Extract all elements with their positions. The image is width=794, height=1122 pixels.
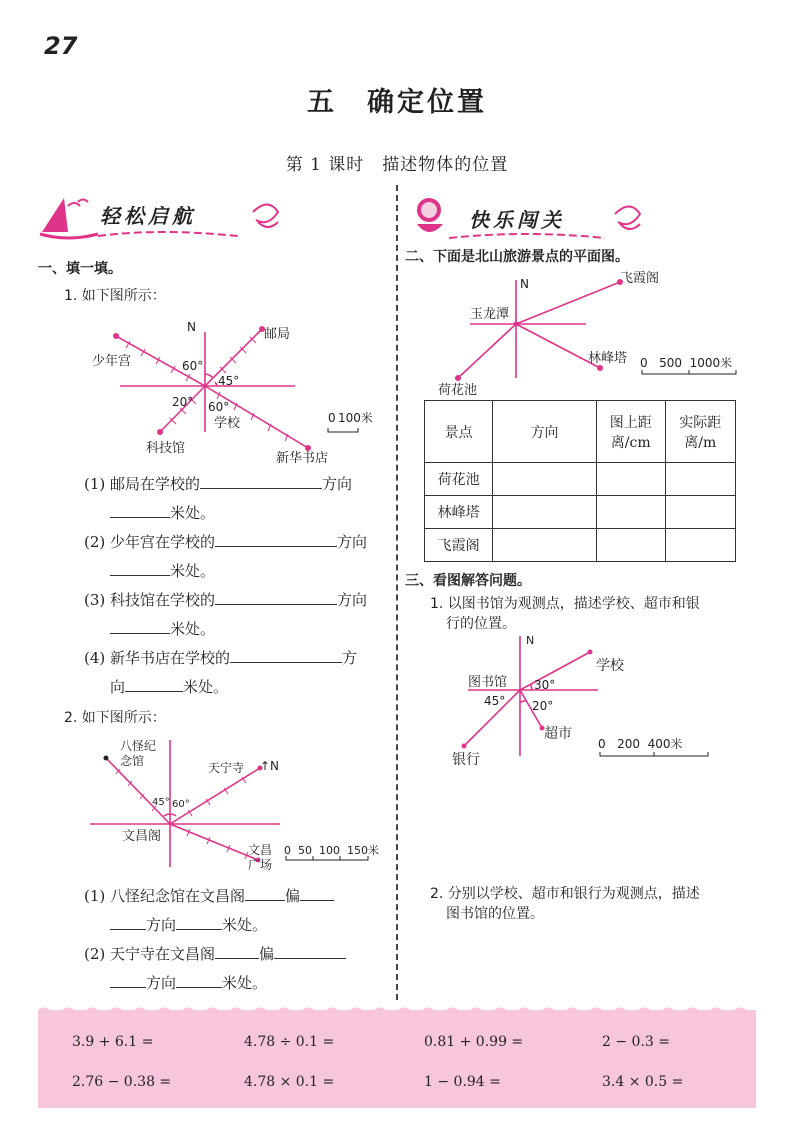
answer-cell[interactable] [493,529,597,562]
row-label: 荷花池 [425,463,493,496]
answer-blank[interactable] [125,677,183,692]
scale-label: 0 200 400米 [598,737,683,751]
north-label: N [526,634,535,647]
plaza-label-2: 广场 [248,858,273,872]
calc-item: 4.78 ÷ 0.1 = [244,1034,335,1050]
q1-item-4: (4) 新华书店在学校的 方 [84,649,358,667]
answer-blank[interactable] [110,973,146,988]
answer-blank[interactable] [110,915,146,930]
north-label: N [187,320,196,334]
figure-library-map [440,630,760,770]
books-label: 新华书店 [276,451,329,466]
header-direction: 方向 [493,401,597,463]
answer-blank[interactable] [200,474,322,489]
youth-point [113,333,119,339]
header-actual-distance: 实际距 离/m [665,401,735,463]
bank-label: 银行 [452,752,480,768]
museum-label-1: 八怪纪 [120,739,157,753]
lesson-title: 第 1 课时 描述物体的位置 [285,155,509,175]
figure-wenchang-map [90,732,390,872]
unit-title: 五 确定位置 [307,87,487,118]
yulong-point [514,322,519,327]
header-scenic: 景点 [425,401,493,463]
answer-blank[interactable] [215,590,337,605]
table-row [425,463,736,496]
north-label: ↑N [260,759,280,773]
q1-item-1-cont: 米处。 [110,503,215,523]
museum-label-2: 念馆 [120,754,145,768]
scale-bar [328,428,358,432]
calc-item: 1 − 0.94 = [424,1074,501,1090]
calc-item: 4.78 × 0.1 = [244,1074,335,1090]
figure-beishan-map [430,266,760,396]
angle-20-label: 20° [172,395,194,409]
hehua-point [455,375,461,381]
answer-cell[interactable] [493,496,597,529]
figure-school-map [80,312,390,472]
tech-label: 科技馆 [146,441,186,456]
calc-item: 3.9 + 6.1 = [72,1034,154,1050]
angle-60-label: 60° [182,359,204,373]
wavy-edge [38,1005,756,1015]
scale-zero: 0 [328,411,336,425]
ray-hehua [458,324,516,378]
q2-item-2: (2) 天宁寺在文昌阁 偏 [84,944,346,964]
answer-cell[interactable] [493,463,597,496]
school-label: 学校 [214,416,241,431]
q2-item-1: (1) 八怪纪念馆在文昌阁 偏 [84,886,334,906]
feixia-label: 飞霞阁 [620,271,660,286]
banner-right-title: 快乐闯关 [469,208,565,232]
section-3-heading: 三、看图解答问题。 [405,573,531,589]
r-q1-text-1: 1. 以图书馆为观测点，描述学校、超市和银 [430,596,700,612]
scenic-table [424,400,736,562]
q2-label: 2. 如下图所示： [64,710,166,726]
answer-blank[interactable] [110,619,170,634]
table-row [425,496,736,529]
q1-item-1: (1) 邮局在学校的 方向 [84,475,353,493]
q1-item-2: (2) 少年宫在学校的 方向 [84,533,368,551]
q1-item-3-cont: 米处。 [110,619,215,639]
q1-item-3: (3) 科技馆在学校的 方向 [84,591,368,609]
tech-point [157,429,163,435]
scale-label: 0 500 1000米 [640,356,733,370]
market-label: 超市 [544,726,572,742]
answer-blank[interactable] [110,503,170,518]
ray-temple [170,768,260,824]
school-label: 学校 [596,658,624,674]
north-label: N [520,277,529,291]
answer-blank[interactable] [110,561,170,576]
table-row [425,529,736,562]
calc-item: 3.4 × 0.5 = [602,1074,684,1090]
linfeng-label: 林峰塔 [588,351,628,366]
scale-bar [642,370,736,374]
page-number: 27 [44,32,78,60]
answer-cell[interactable] [596,463,665,496]
calc-item: 0.81 + 0.99 = [424,1034,524,1050]
ray-feixia [516,282,620,324]
column-divider [396,185,398,1000]
school-point [588,650,593,655]
mental-math-panel [38,1010,756,1108]
answer-cell[interactable] [665,529,735,562]
q2-item-2-cont: 方向 米处。 [110,973,267,993]
answer-blank[interactable] [274,944,346,959]
answer-blank[interactable] [215,532,337,547]
post-label: 邮局 [264,327,291,342]
header-map-distance: 图上距 离/cm [596,401,665,463]
q2-item-1-cont: 方向 米处。 [110,915,267,935]
temple-label: 天宁寺 [208,761,245,775]
library-label: 图书馆 [468,675,508,690]
section-2-heading: 二、下面是北山旅游景点的平面图。 [405,249,629,265]
wenchang-label: 文昌阁 [122,829,162,844]
ray-tech [160,386,205,432]
scale-100: 100米 [338,411,373,425]
answer-cell[interactable] [665,496,735,529]
calc-item: 2.76 − 0.38 = [72,1074,172,1090]
angle-60b-label: 60° [208,400,230,414]
answer-blank[interactable] [230,648,342,663]
angle-60-label: 60° [172,799,190,810]
row-label: 林峰塔 [425,496,493,529]
row-label: 飞霞阁 [425,529,493,562]
youth-label: 少年宫 [92,354,132,369]
scale-bar [600,752,708,756]
q1-item-2-cont: 米处。 [110,561,215,581]
museum-point [104,756,109,761]
answer-cell[interactable] [596,529,665,562]
r-q1-text-2: 行的位置。 [446,616,516,632]
answer-blank[interactable] [300,886,334,901]
angle-45-label: 45° [218,374,240,388]
hehua-label: 荷花池 [438,383,478,396]
plaza-label-1: 文昌 [248,843,273,857]
answer-cell[interactable] [596,496,665,529]
section-1-heading: 一、填一填。 [38,261,122,277]
banner-left-title: 轻松启航 [100,204,196,228]
answer-blank[interactable] [245,886,285,901]
answer-blank[interactable] [176,973,222,988]
q1-item-4-cont: 向 米处。 [110,678,229,696]
angle-20-label: 20° [532,699,554,713]
r-q2-text-2: 图书馆的位置。 [446,906,544,922]
answer-blank[interactable] [215,944,259,959]
angle-30-label: 30° [534,678,556,692]
angle-45-label: 45° [152,797,170,808]
yulong-label: 玉龙潭 [470,307,510,322]
answer-cell[interactable] [665,463,735,496]
calc-item: 2 − 0.3 = [602,1034,670,1050]
ray-plaza [170,824,258,860]
r-q2-text-1: 2. 分别以学校、超市和银行为观测点，描述 [430,886,700,902]
angle-45-label: 45° [484,694,506,708]
bank-point [462,744,467,749]
banner-left [38,192,288,238]
q1-label: 1. 如下图所示： [64,288,166,304]
answer-blank[interactable] [176,915,222,930]
banner-right [405,194,655,240]
scale-label: 0 50 100 150米 [284,844,379,857]
